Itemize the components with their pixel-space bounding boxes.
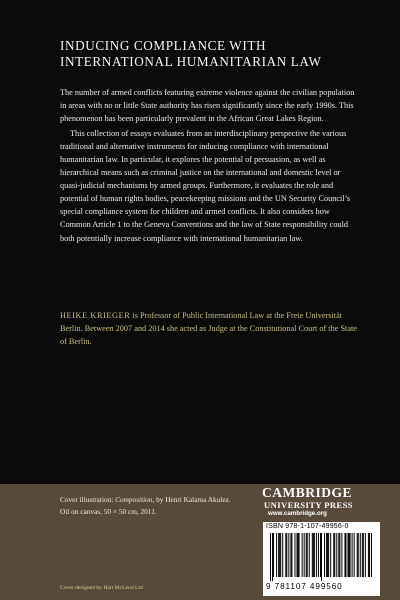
title-line-1: INDUCING COMPLIANCE WITH xyxy=(60,38,267,53)
blurb-paragraph-1: The number of armed conflicts featuring extreme violence against the civilian population in areas with no or little State authority has risen significantly since the early 1990s. This phenomenon has been particularly prevalent in the African Great Lakes Region. xyxy=(60,88,355,124)
publisher-logo xyxy=(262,486,382,518)
illustration-details: , by Henri Kalama Akulez. Oil on canvas, 50 × 50 cm, 2011. xyxy=(60,495,231,516)
cover-designer-credit: Cover designed by Hart McLeod Ltd xyxy=(60,585,143,591)
barcode-digits: 9 781107 499560 xyxy=(266,582,343,591)
isbn-label: ISBN 978-1-107-49956-0 xyxy=(266,523,349,530)
author-bio xyxy=(60,309,360,348)
author-name: HEIKE KRIEGER xyxy=(60,311,131,320)
publisher-url: www.cambridge.org xyxy=(268,510,327,517)
barcode-icon xyxy=(268,533,374,581)
publisher-subname: UNIVERSITY PRESS xyxy=(264,500,353,510)
isbn-barcode-box xyxy=(263,522,380,596)
author-bio-text: is Professor of Public International Law at the Freie Universität Berlin. Between 2007 and 2014 she acted as Judge at the Constitutional Court of the State of Berlin. xyxy=(60,311,357,347)
cover-illustration-credit xyxy=(60,494,240,517)
illustration-prefix: Cover illustration: xyxy=(60,495,116,504)
publisher-name: CAMBRIDGE xyxy=(262,485,353,500)
book-title xyxy=(60,38,360,70)
title-line-2: INTERNATIONAL HUMANITARIAN LAW xyxy=(60,54,322,69)
illustration-title: Composition xyxy=(115,495,153,504)
footer-band xyxy=(0,484,400,600)
blurb-paragraph-2: This collection of essays evaluates from an interdisciplinary perspective the various traditional and alternative instruments for inducing compliance with international humanitarian law. In particular, it explores the potential of persuasion, as well as hierarchical means such as criminal justice on the international and domestic level or quasi-judicial mechanisms by armed groups. Furthermore, it evaluates the role and potential of human rights bodies, peacekeeping missions and the UN Security Council’s special compliance system for children and armed conflicts. It also considers how Common Article 1 to the Geneva Conventions and the law of State responsibility could both potentially increase compliance with international humanitarian law. xyxy=(60,129,351,243)
blurb xyxy=(60,86,360,247)
